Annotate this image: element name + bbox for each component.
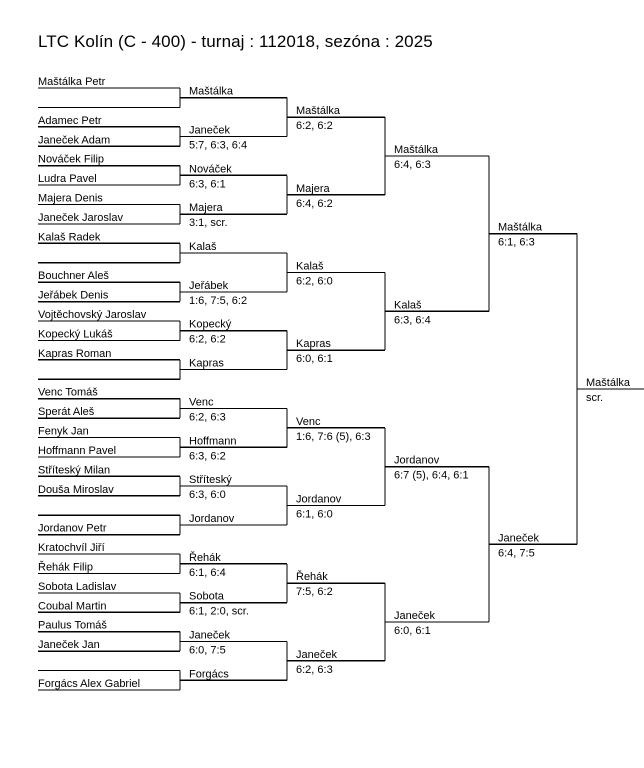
match-winner: Janeček — [394, 610, 435, 623]
match-score: 3:1, scr. — [189, 217, 228, 230]
player-name: Bouchner Aleš — [38, 270, 109, 283]
match-winner: Jeřábek — [189, 279, 229, 292]
match-score: 6:7 (5), 6:4, 6:1 — [394, 469, 469, 482]
match-winner: Nováček — [189, 163, 232, 176]
match-winner: Jordanov — [394, 454, 440, 467]
player-name: Adamec Petr — [38, 114, 102, 127]
match-winner: Řehák — [296, 571, 328, 584]
match-score: 6:4, 6:3 — [394, 158, 431, 171]
player-name: Forgács Alex Gabriel — [38, 678, 141, 690]
player-name: Kalaš Radek — [38, 231, 101, 244]
player-name: Venc Tomáš — [38, 386, 98, 399]
match-winner: Venc — [296, 415, 321, 428]
match-winner: Sobota — [189, 590, 224, 603]
match-winner: Janeček — [296, 648, 337, 661]
player-name: Jordanov Petr — [38, 522, 107, 535]
player-name: Vojtěchovský Jaroslav — [38, 309, 147, 322]
match-winner: Jordanov — [296, 493, 342, 506]
match-winner: Maštálka — [296, 105, 341, 118]
player-name: Janeček Adam — [38, 134, 111, 147]
match-winner: Majera — [296, 182, 330, 195]
match-winner: Kalaš — [189, 241, 217, 254]
match-winner: Řehák — [189, 551, 221, 564]
match-winner: Janeček — [189, 629, 230, 642]
match-score: 6:2, 6:3 — [189, 411, 226, 424]
player-name: Stříteský Milan — [38, 464, 111, 477]
match-score: 1:6, 7:5, 6:2 — [189, 294, 248, 307]
match-winner: Kalaš — [296, 260, 324, 273]
match-winner: Venc — [189, 396, 214, 409]
match-winner: Majera — [189, 202, 223, 215]
match-score: 6:3, 6:4 — [394, 314, 431, 327]
match-score: 6:3, 6:2 — [189, 450, 226, 463]
match-score: 6:1, 6:3 — [498, 236, 535, 249]
match-winner: Janeček — [498, 532, 539, 545]
match-score: 1:6, 7:6 (5), 6:3 — [296, 430, 371, 443]
player-name: Maštálka Petr — [38, 76, 106, 88]
match-winner: Kalaš — [394, 299, 422, 312]
match-winner: Jordanov — [189, 512, 235, 525]
player-name: Sperát Aleš — [38, 406, 95, 419]
player-name: Nováček Filip — [38, 153, 105, 166]
match-winner: Maštálka — [394, 143, 439, 156]
match-score: 6:0, 6:1 — [296, 353, 333, 366]
player-name: Ludra Pavel — [38, 173, 97, 186]
match-score: 6:0, 7:5 — [189, 644, 226, 657]
player-name: Hoffmann Pavel — [38, 444, 117, 457]
match-score: 6:4, 6:2 — [296, 197, 333, 210]
player-name: Coubal Martin — [38, 600, 107, 613]
match-winner: Kapras — [296, 338, 331, 351]
player-name: Paulus Tomáš — [38, 619, 107, 632]
player-name: Janeček Jan — [38, 639, 100, 652]
match-score: 7:5, 6:2 — [296, 586, 333, 599]
match-score: 6:2, 6:2 — [296, 120, 333, 133]
player-name: Kopecký Lukáš — [38, 328, 113, 341]
player-name: Sobota Ladislav — [38, 580, 117, 593]
match-score: 6:1, 6:4 — [189, 566, 226, 579]
match-winner: Forgács — [189, 668, 229, 681]
match-winner: Janeček — [189, 124, 230, 137]
player-name: Kratochvíl Jiří — [38, 542, 105, 555]
match-score: 6:3, 6:0 — [189, 489, 226, 502]
match-score: 6:2, 6:3 — [296, 663, 333, 676]
match-winner: Maštálka — [586, 377, 631, 389]
match-score: 6:2, 6:2 — [189, 333, 226, 346]
match-score: 5:7, 6:3, 6:4 — [189, 139, 248, 152]
player-name: Řehák Filip — [38, 561, 94, 574]
player-name: Douša Miroslav — [38, 483, 114, 496]
match-winner: Maštálka — [189, 85, 234, 98]
match-score: 6:4, 7:5 — [498, 547, 535, 560]
match-winner: Maštálka — [498, 221, 543, 234]
player-name: Janeček Jaroslav — [38, 211, 123, 224]
match-winner: Kapras — [189, 357, 224, 370]
player-name: Fenyk Jan — [38, 425, 89, 438]
match-winner: Kopecký — [189, 318, 232, 331]
match-score: 6:1, 6:0 — [296, 508, 333, 521]
match-score: scr. — [586, 392, 604, 404]
match-score: 6:3, 6:1 — [189, 178, 226, 191]
player-name: Kapras Roman — [38, 347, 112, 360]
match-score: 6:2, 6:0 — [296, 275, 333, 288]
player-name: Majera Denis — [38, 192, 103, 205]
player-name: Jeřábek Denis — [38, 289, 109, 302]
match-score: 6:1, 2:0, scr. — [189, 605, 249, 618]
match-winner: Stříteský — [189, 474, 232, 487]
page-title: LTC Kolín (C - 400) - turnaj : 112018, sezóna : 2025 — [38, 32, 433, 51]
match-score: 6:0, 6:1 — [394, 625, 431, 638]
match-winner: Hoffmann — [189, 435, 237, 448]
